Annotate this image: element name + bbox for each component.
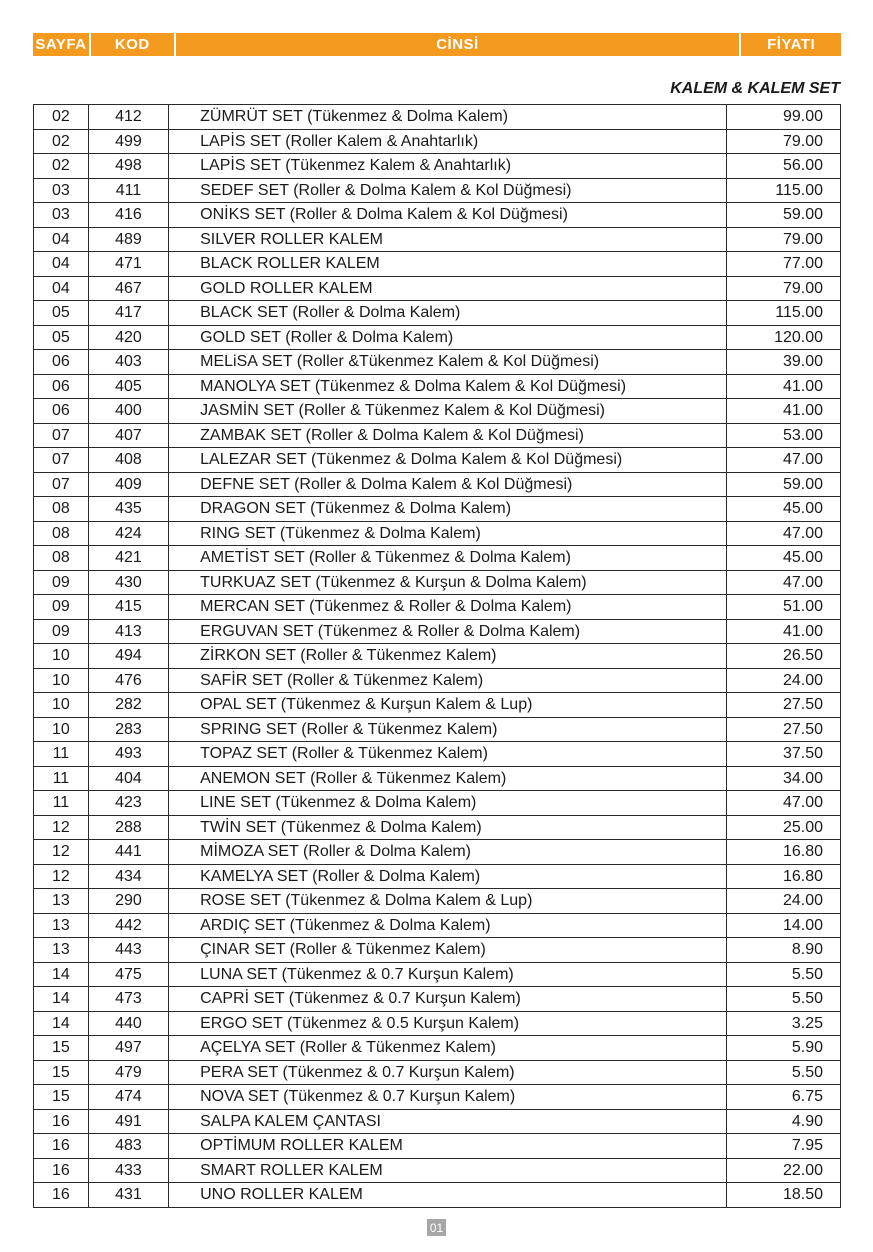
- cell-kod: 475: [88, 962, 168, 987]
- cell-fiyat: 22.00: [727, 1158, 841, 1183]
- cell-fiyat: 27.50: [727, 693, 841, 718]
- table-row: [34, 472, 841, 497]
- table-row: [34, 1036, 841, 1061]
- cell-sayfa: 12: [34, 840, 89, 865]
- cell-fiyat: 79.00: [727, 276, 841, 301]
- cell-sayfa: 14: [34, 1011, 89, 1036]
- cell-sayfa: 14: [34, 962, 89, 987]
- table-row: [34, 717, 841, 742]
- cell-sayfa: 07: [34, 472, 89, 497]
- cell-cinsi: SPRING SET (Roller & Tükenmez Kalem): [169, 717, 727, 742]
- cell-kod: 474: [88, 1085, 168, 1110]
- table-row: [34, 325, 841, 350]
- cell-fiyat: 7.95: [727, 1134, 841, 1159]
- cell-fiyat: 6.75: [727, 1085, 841, 1110]
- cell-cinsi: ERGUVAN SET (Tükenmez & Roller & Dolma Kalem): [169, 619, 727, 644]
- cell-cinsi: LINE SET (Tükenmez & Dolma Kalem): [169, 791, 727, 816]
- header-cinsi: CİNSİ: [176, 33, 740, 56]
- cell-kod: 431: [88, 1183, 168, 1208]
- table-row: [34, 938, 841, 963]
- cell-cinsi: SILVER ROLLER KALEM: [169, 227, 727, 252]
- cell-kod: 283: [88, 717, 168, 742]
- cell-fiyat: 115.00: [727, 301, 841, 326]
- cell-kod: 471: [88, 252, 168, 277]
- cell-fiyat: 41.00: [727, 374, 841, 399]
- cell-fiyat: 14.00: [727, 913, 841, 938]
- cell-cinsi: ROSE SET (Tükenmez & Dolma Kalem & Lup): [169, 889, 727, 914]
- cell-cinsi: ÇINAR SET (Roller & Tükenmez Kalem): [169, 938, 727, 963]
- cell-sayfa: 05: [34, 325, 89, 350]
- cell-cinsi: TOPAZ SET (Roller & Tükenmez Kalem): [169, 742, 727, 767]
- cell-cinsi: ANEMON SET (Roller & Tükenmez Kalem): [169, 766, 727, 791]
- cell-fiyat: 47.00: [727, 570, 841, 595]
- cell-sayfa: 08: [34, 546, 89, 571]
- cell-kod: 498: [88, 154, 168, 179]
- table-row: [34, 521, 841, 546]
- cell-cinsi: MELiSA SET (Roller &Tükenmez Kalem & Kol Düğmesi): [169, 350, 727, 375]
- table-row: [34, 987, 841, 1012]
- cell-kod: 442: [88, 913, 168, 938]
- table-row: [34, 399, 841, 424]
- cell-kod: 476: [88, 668, 168, 693]
- table-row: [34, 1011, 841, 1036]
- cell-cinsi: MANOLYA SET (Tükenmez & Dolma Kalem & Kol Düğmesi): [169, 374, 727, 399]
- cell-fiyat: 27.50: [727, 717, 841, 742]
- cell-kod: 434: [88, 864, 168, 889]
- cell-kod: 430: [88, 570, 168, 595]
- cell-kod: 415: [88, 595, 168, 620]
- cell-sayfa: 06: [34, 399, 89, 424]
- cell-kod: 494: [88, 644, 168, 669]
- cell-kod: 423: [88, 791, 168, 816]
- cell-cinsi: LALEZAR SET (Tükenmez & Dolma Kalem & Kol Düğmesi): [169, 448, 727, 473]
- cell-sayfa: 15: [34, 1036, 89, 1061]
- table-row: [34, 448, 841, 473]
- cell-kod: 288: [88, 815, 168, 840]
- cell-cinsi: SEDEF SET (Roller & Dolma Kalem & Kol Düğmesi): [169, 178, 727, 203]
- cell-fiyat: 24.00: [727, 889, 841, 914]
- table-row: [34, 889, 841, 914]
- cell-cinsi: LAPİS SET (Roller Kalem & Anahtarlık): [169, 129, 727, 154]
- cell-cinsi: BLACK ROLLER KALEM: [169, 252, 727, 277]
- cell-sayfa: 05: [34, 301, 89, 326]
- cell-sayfa: 13: [34, 889, 89, 914]
- cell-sayfa: 10: [34, 717, 89, 742]
- cell-cinsi: ZİRKON SET (Roller & Tükenmez Kalem): [169, 644, 727, 669]
- cell-kod: 405: [88, 374, 168, 399]
- cell-sayfa: 07: [34, 423, 89, 448]
- cell-sayfa: 10: [34, 644, 89, 669]
- cell-fiyat: 41.00: [727, 619, 841, 644]
- cell-cinsi: ZÜMRÜT SET (Tükenmez & Dolma Kalem): [169, 105, 727, 130]
- cell-fiyat: 5.50: [727, 987, 841, 1012]
- cell-sayfa: 04: [34, 227, 89, 252]
- cell-sayfa: 12: [34, 864, 89, 889]
- cell-cinsi: TURKUAZ SET (Tükenmez & Kurşun & Dolma Kalem): [169, 570, 727, 595]
- header-fiyati: FİYATI: [741, 33, 841, 56]
- cell-kod: 421: [88, 546, 168, 571]
- cell-kod: 467: [88, 276, 168, 301]
- cell-kod: 290: [88, 889, 168, 914]
- table-row: [34, 1085, 841, 1110]
- cell-cinsi: OPTİMUM ROLLER KALEM: [169, 1134, 727, 1159]
- cell-fiyat: 5.50: [727, 962, 841, 987]
- table-row: [34, 840, 841, 865]
- cell-sayfa: 10: [34, 668, 89, 693]
- cell-sayfa: 12: [34, 815, 89, 840]
- cell-kod: 441: [88, 840, 168, 865]
- table-row: [34, 276, 841, 301]
- cell-cinsi: SAFİR SET (Roller & Tükenmez Kalem): [169, 668, 727, 693]
- cell-kod: 435: [88, 497, 168, 522]
- cell-sayfa: 16: [34, 1109, 89, 1134]
- cell-kod: 400: [88, 399, 168, 424]
- cell-cinsi: ONİKS SET (Roller & Dolma Kalem & Kol Düğmesi): [169, 203, 727, 228]
- cell-kod: 491: [88, 1109, 168, 1134]
- page-number-badge: 01: [427, 1219, 446, 1236]
- price-table: [33, 104, 841, 1208]
- cell-kod: 473: [88, 987, 168, 1012]
- cell-sayfa: 07: [34, 448, 89, 473]
- cell-fiyat: 120.00: [727, 325, 841, 350]
- cell-cinsi: GOLD SET (Roller & Dolma Kalem): [169, 325, 727, 350]
- cell-cinsi: LUNA SET (Tükenmez & 0.7 Kurşun Kalem): [169, 962, 727, 987]
- table-row: [34, 1134, 841, 1159]
- table-row: [34, 570, 841, 595]
- table-row: [34, 497, 841, 522]
- cell-fiyat: 47.00: [727, 448, 841, 473]
- cell-fiyat: 56.00: [727, 154, 841, 179]
- price-table-body: [34, 105, 841, 1208]
- table-row: [34, 1158, 841, 1183]
- cell-kod: 411: [88, 178, 168, 203]
- cell-cinsi: SALPA KALEM ÇANTASI: [169, 1109, 727, 1134]
- cell-fiyat: 8.90: [727, 938, 841, 963]
- cell-kod: 412: [88, 105, 168, 130]
- cell-kod: 420: [88, 325, 168, 350]
- cell-cinsi: AÇELYA SET (Roller & Tükenmez Kalem): [169, 1036, 727, 1061]
- cell-fiyat: 25.00: [727, 815, 841, 840]
- cell-cinsi: RING SET (Tükenmez & Dolma Kalem): [169, 521, 727, 546]
- cell-cinsi: ZAMBAK SET (Roller & Dolma Kalem & Kol Düğmesi): [169, 423, 727, 448]
- table-row: [34, 962, 841, 987]
- cell-kod: 409: [88, 472, 168, 497]
- cell-cinsi: SMART ROLLER KALEM: [169, 1158, 727, 1183]
- cell-sayfa: 09: [34, 570, 89, 595]
- cell-cinsi: MERCAN SET (Tükenmez & Roller & Dolma Kalem): [169, 595, 727, 620]
- cell-kod: 417: [88, 301, 168, 326]
- cell-fiyat: 53.00: [727, 423, 841, 448]
- table-row: [34, 301, 841, 326]
- table-row: [34, 374, 841, 399]
- table-row: [34, 644, 841, 669]
- cell-sayfa: 10: [34, 693, 89, 718]
- cell-cinsi: DEFNE SET (Roller & Dolma Kalem & Kol Düğmesi): [169, 472, 727, 497]
- table-row: [34, 154, 841, 179]
- cell-fiyat: 59.00: [727, 203, 841, 228]
- cell-cinsi: UNO ROLLER KALEM: [169, 1183, 727, 1208]
- cell-fiyat: 39.00: [727, 350, 841, 375]
- cell-kod: 408: [88, 448, 168, 473]
- cell-fiyat: 79.00: [727, 227, 841, 252]
- cell-kod: 282: [88, 693, 168, 718]
- cell-fiyat: 99.00: [727, 105, 841, 130]
- cell-cinsi: GOLD ROLLER KALEM: [169, 276, 727, 301]
- cell-fiyat: 16.80: [727, 840, 841, 865]
- cell-fiyat: 26.50: [727, 644, 841, 669]
- cell-fiyat: 5.90: [727, 1036, 841, 1061]
- cell-kod: 489: [88, 227, 168, 252]
- cell-fiyat: 16.80: [727, 864, 841, 889]
- table-row: [34, 1109, 841, 1134]
- cell-fiyat: 77.00: [727, 252, 841, 277]
- cell-cinsi: NOVA SET (Tükenmez & 0.7 Kurşun Kalem): [169, 1085, 727, 1110]
- cell-cinsi: AMETİST SET (Roller & Tükenmez & Dolma Kalem): [169, 546, 727, 571]
- cell-kod: 424: [88, 521, 168, 546]
- cell-fiyat: 79.00: [727, 129, 841, 154]
- table-row: [34, 913, 841, 938]
- cell-fiyat: 47.00: [727, 791, 841, 816]
- cell-fiyat: 5.50: [727, 1060, 841, 1085]
- cell-kod: 403: [88, 350, 168, 375]
- cell-sayfa: 15: [34, 1060, 89, 1085]
- table-row: [34, 105, 841, 130]
- cell-fiyat: 59.00: [727, 472, 841, 497]
- table-row: [34, 203, 841, 228]
- table-row: [34, 350, 841, 375]
- cell-fiyat: 34.00: [727, 766, 841, 791]
- cell-sayfa: 13: [34, 938, 89, 963]
- cell-cinsi: BLACK SET (Roller & Dolma Kalem): [169, 301, 727, 326]
- cell-fiyat: 45.00: [727, 497, 841, 522]
- cell-kod: 483: [88, 1134, 168, 1159]
- cell-sayfa: 09: [34, 619, 89, 644]
- table-row: [34, 791, 841, 816]
- cell-kod: 413: [88, 619, 168, 644]
- table-row: [34, 742, 841, 767]
- cell-sayfa: 06: [34, 374, 89, 399]
- table-row: [34, 619, 841, 644]
- cell-cinsi: DRAGON SET (Tükenmez & Dolma Kalem): [169, 497, 727, 522]
- cell-sayfa: 03: [34, 203, 89, 228]
- cell-kod: 407: [88, 423, 168, 448]
- cell-fiyat: 47.00: [727, 521, 841, 546]
- cell-cinsi: CAPRİ SET (Tükenmez & 0.7 Kurşun Kalem): [169, 987, 727, 1012]
- cell-fiyat: 115.00: [727, 178, 841, 203]
- table-row: [34, 546, 841, 571]
- cell-kod: 416: [88, 203, 168, 228]
- cell-sayfa: 08: [34, 497, 89, 522]
- cell-sayfa: 11: [34, 742, 89, 767]
- table-row: [34, 864, 841, 889]
- cell-fiyat: 4.90: [727, 1109, 841, 1134]
- cell-fiyat: 41.00: [727, 399, 841, 424]
- cell-sayfa: 09: [34, 595, 89, 620]
- cell-cinsi: ARDIÇ SET (Tükenmez & Dolma Kalem): [169, 913, 727, 938]
- table-row: [34, 693, 841, 718]
- cell-kod: 497: [88, 1036, 168, 1061]
- cell-sayfa: 04: [34, 252, 89, 277]
- cell-kod: 404: [88, 766, 168, 791]
- cell-fiyat: 3.25: [727, 1011, 841, 1036]
- cell-cinsi: MİMOZA SET (Roller & Dolma Kalem): [169, 840, 727, 865]
- cell-kod: 443: [88, 938, 168, 963]
- cell-sayfa: 06: [34, 350, 89, 375]
- cell-sayfa: 11: [34, 766, 89, 791]
- cell-fiyat: 51.00: [727, 595, 841, 620]
- cell-sayfa: 16: [34, 1183, 89, 1208]
- cell-cinsi: ERGO SET (Tükenmez & 0.5 Kurşun Kalem): [169, 1011, 727, 1036]
- cell-sayfa: 16: [34, 1158, 89, 1183]
- cell-fiyat: 18.50: [727, 1183, 841, 1208]
- header-kod: KOD: [91, 33, 174, 56]
- cell-sayfa: 14: [34, 987, 89, 1012]
- cell-sayfa: 16: [34, 1134, 89, 1159]
- table-row: [34, 129, 841, 154]
- cell-sayfa: 02: [34, 154, 89, 179]
- table-row: [34, 1060, 841, 1085]
- cell-kod: 440: [88, 1011, 168, 1036]
- cell-sayfa: 13: [34, 913, 89, 938]
- table-row: [34, 1183, 841, 1208]
- cell-kod: 499: [88, 129, 168, 154]
- cell-sayfa: 02: [34, 105, 89, 130]
- cell-sayfa: 04: [34, 276, 89, 301]
- cell-cinsi: OPAL SET (Tükenmez & Kurşun Kalem & Lup): [169, 693, 727, 718]
- cell-sayfa: 11: [34, 791, 89, 816]
- cell-sayfa: 03: [34, 178, 89, 203]
- table-row: [34, 595, 841, 620]
- cell-sayfa: 02: [34, 129, 89, 154]
- cell-fiyat: 24.00: [727, 668, 841, 693]
- table-row: [34, 815, 841, 840]
- cell-cinsi: PERA SET (Tükenmez & 0.7 Kurşun Kalem): [169, 1060, 727, 1085]
- cell-cinsi: TWİN SET (Tükenmez & Dolma Kalem): [169, 815, 727, 840]
- table-row: [34, 227, 841, 252]
- cell-cinsi: KAMELYA SET (Roller & Dolma Kalem): [169, 864, 727, 889]
- table-header-bar: [33, 33, 841, 56]
- table-row: [34, 178, 841, 203]
- cell-cinsi: LAPİS SET (Tükenmez Kalem & Anahtarlık): [169, 154, 727, 179]
- cell-sayfa: 08: [34, 521, 89, 546]
- header-sayfa: SAYFA: [33, 33, 89, 56]
- cell-kod: 479: [88, 1060, 168, 1085]
- cell-fiyat: 37.50: [727, 742, 841, 767]
- table-row: [34, 668, 841, 693]
- cell-cinsi: JASMİN SET (Roller & Tükenmez Kalem & Kol Düğmesi): [169, 399, 727, 424]
- section-title: KALEM & KALEM SET: [670, 80, 840, 97]
- table-row: [34, 423, 841, 448]
- table-row: [34, 766, 841, 791]
- cell-kod: 433: [88, 1158, 168, 1183]
- cell-fiyat: 45.00: [727, 546, 841, 571]
- table-row: [34, 252, 841, 277]
- cell-sayfa: 15: [34, 1085, 89, 1110]
- cell-kod: 493: [88, 742, 168, 767]
